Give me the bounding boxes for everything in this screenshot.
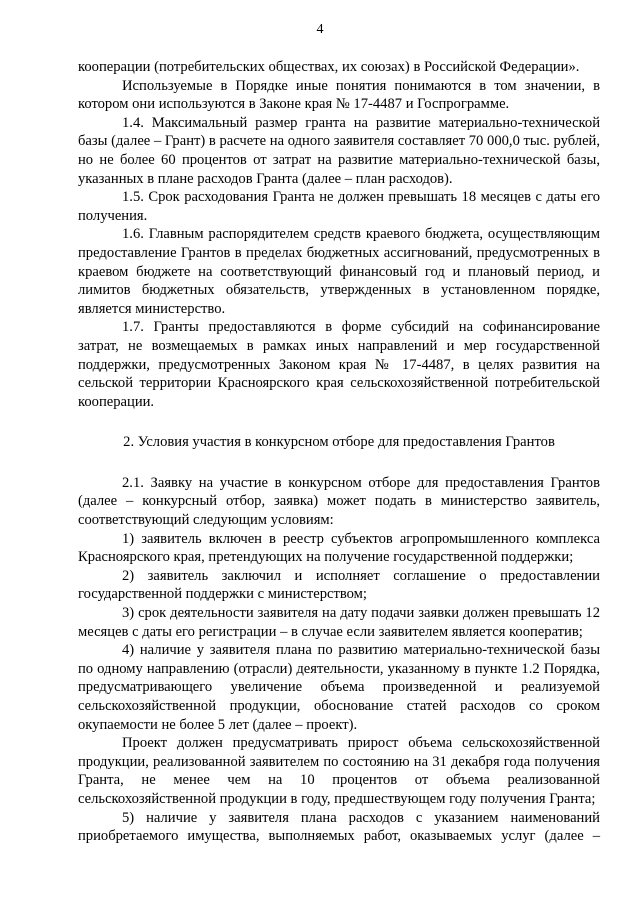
paragraph-project: Проект должен предусматривать прирост объема сельскохозяйственной продукции, реализованной заявителем по состоянию на 31 декабря года получения Гранта, не менее чем на 10 процентов от объема реализованной сельскохозяйственной продукции в году, предшествующем году получения Гранта; — [78, 735, 600, 807]
paragraph-1-6: 1.6. Главным распорядителем средств краевого бюджета, осуществляющим предоставление Грантов в пределах бюджетных ассигнований, предусмотренных в краевом бюджете на соответствующий финансовый год и плановый период, и лимитов бюджетных обязательств, утвержденных в установленном порядке, является министерство. — [78, 226, 600, 317]
paragraph-terms: Используемые в Порядке иные понятия понимаются в том значении, в котором они используются в Законе края № 17-4487 и Госпрограмме. — [78, 77, 600, 113]
paragraph-2-1: 2.1. Заявку на участие в конкурсном отборе для предоставления Грантов (далее – конкурсный отбор, заявка) может подать в министерство заявитель, соответствующий следующим условиям: — [78, 474, 600, 529]
paragraph-continuation: кооперации (потребительских обществах, их союзах) в Российской Федерации». — [78, 59, 580, 75]
section-heading: 2. Условия участия в конкурсном отборе для предоставления Грантов — [123, 434, 555, 451]
paragraph-1-7: 1.7. Гранты предоставляются в форме субсидий на софинансирование затрат, не возмещаемых в рамках иных направлений и мер государственной поддержки, предусмотренных Законом края № 17-4487, в целях развития на сельской территории Красноярского края сельскохозяйственной потребительской кооперации. — [78, 319, 600, 410]
list-item-4: 4) наличие у заявителя плана по развитию материально-технической базы по одному направлению (отрасли) деятельности, указанному в пункте 1.2 Порядка, предусматривающего увеличение объема произведенной и реализуемой сельскохозяйственной продукции, обоснование статей расходов со сроком окупаемости не более 5 лет (далее – проект). — [78, 642, 600, 733]
paragraph-1-5: 1.5. Срок расходования Гранта не должен превышать 18 месяцев с даты его получения. — [78, 189, 600, 224]
document-body — [78, 58, 600, 846]
list-item-2: 2) заявитель заключил и исполняет соглашение о предоставлении государственной поддержки с министерством; — [78, 567, 600, 603]
paragraph-1-4: 1.4. Максимальный размер гранта на развитие материально-технической базы (далее – Грант) в расчете на одного заявителя составляет 70 000,0 тыс. рублей, но не более 60 процентов от затрат на развитие материально-технической базы, указанных в плане расходов Гранта (далее – план расходов). — [78, 114, 600, 187]
page-number: 4 — [316, 22, 324, 37]
list-item-1: 1) заявитель включен в реестр субъектов агропромышленного комплекса Красноярского края, претендующих на получение государственной поддержки; — [78, 530, 600, 566]
list-item-5: 5) наличие у заявителя плана расходов с указанием наименований приобретаемого имущества, выполняемых работ, оказываемых услуг (далее – — [78, 809, 600, 845]
list-item-3: 3) срок деятельности заявителя на дату подачи заявки должен превышать 12 месяцев с даты его регистрации – в случае если заявителем является кооператив; — [78, 605, 600, 640]
